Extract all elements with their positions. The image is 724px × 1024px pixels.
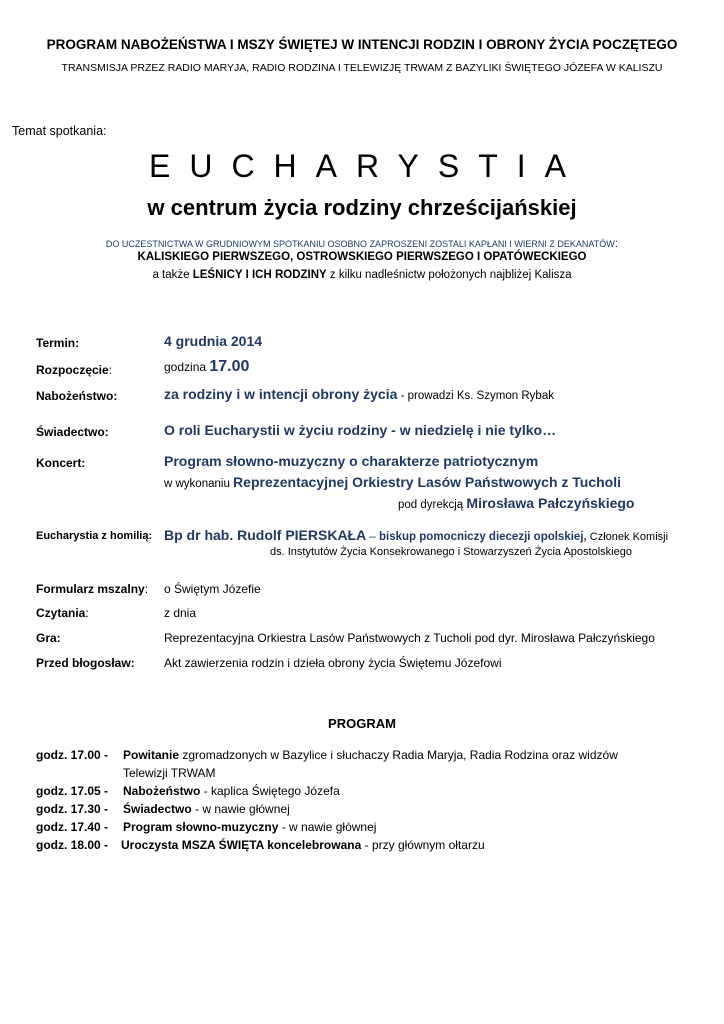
homily-commission: ds. Instytutów Życia Konsekrowanego i Stowarzyszeń Życia Apostolskiego [270,546,632,558]
header-broadcast-info: TRANSMISJA PRZEZ RADIO MARYJA, RADIO RODZINA I TELEWIZJĘ TRWAM Z BAZYLIKI ŚWIĘTEGO JÓZEFA W KALISZU [61,62,663,74]
blessing-value: Akt zawierzenia rodzin i dzieła obrony życia Świętemu Józefowi [164,656,502,670]
program-title: Powitanie [123,748,180,762]
witness-label: Świadectwo: [36,425,109,439]
main-title: EUCHARYSTIA [148,148,585,184]
readings-label-colon: : [85,606,89,620]
topic-label: Temat spotkania: [12,124,107,138]
program-desc: zgromadzonych w Bazylice i słuchaczy Radia Maryja, Radia Rodzina oraz widzów [179,748,618,762]
program-desc: - w nawie głównej [191,802,290,816]
program-title: Nabożeństwo [123,784,201,798]
start-prefix: godzina [164,360,210,374]
service-leader: - prowadzi Ks. Szymon Rybak [397,390,554,402]
program-item [121,838,485,852]
music-value: Reprezentacyjna Orkiestra Lasów Państwowych z Tucholi pod dyr. Mirosława Pałczyńskiego [164,631,655,645]
concert-orchestra: Reprezentacyjnej Orkiestry Lasów Państwowych z Tucholi [233,474,622,490]
readings-value: z dnia [164,606,197,620]
start-label-colon: : [108,363,113,377]
date-label: Termin: [36,336,80,350]
readings-label [36,606,89,620]
concert-director [398,495,634,513]
concert-director-prefix: pod dyrekcją [398,499,467,511]
program-time: godz. 17.00 - [36,748,109,762]
service-label: Nabożeństwo: [36,389,118,403]
start-label [36,363,112,377]
main-subtitle: w centrum życia rodziny chrześcijańskiej [147,195,577,220]
service-intention: za rodziny i w intencji obrony życia [164,386,398,402]
program-item [123,784,340,798]
concert-performer [164,474,621,490]
program-title: Uroczysta MSZA ŚWIĘTA koncelebrowana [121,838,362,852]
homily-value [164,527,668,543]
concert-label: Koncert: [36,456,86,470]
formulary-label-colon: : [144,582,149,596]
formulary-value: o Świętym Józefie [164,582,261,596]
homily-extra: Członek Komisji [586,531,669,543]
program-item [123,748,618,762]
invitation-colon: : [614,236,619,250]
program-item [123,802,290,816]
homily-role: biskup pomocniczy diecezji opolskiej, [379,531,587,543]
program-time: godz. 17.30 - [36,802,109,816]
readings-label-text: Czytania [36,606,86,620]
program-heading: PROGRAM [328,716,396,731]
program-title: Świadectwo [123,802,192,816]
homily-dash: – [366,531,380,543]
start-time: 17.00 [209,358,250,375]
invitation-foresters: LEŚNICY I ICH RODZINY [192,269,327,281]
music-label: Gra: [36,631,61,645]
concert-director-name: Mirosława Pałczyńskiego [466,495,635,511]
invitation-foresters-desc: z kilku nadleśnictw położonych najbliżej Kalisza [326,269,572,281]
concert-title: Program słowno-muzyczny o charakterze patriotycznym [164,453,539,469]
service-value [164,386,554,402]
blessing-label: Przed błogosław: [36,656,135,670]
formulary-label [36,582,148,596]
program-item [123,820,376,834]
program-title: Program słowno-muzyczny [123,820,279,834]
program-desc-cont: Telewizji TRWAM [123,766,216,780]
homily-label: Eucharystia z homilią: [36,530,153,542]
invitation-line-1 [0,236,724,250]
program-time: godz. 18.00 - [36,838,109,852]
program-desc: - w nawie głównej [278,820,377,834]
invitation-also: a także [152,269,193,281]
witness-value: O roli Eucharystii w życiu rodziny - w niedzielę i nie tylko… [164,422,557,438]
formulary-label-text: Formularz mszalny [36,582,145,596]
homily-bishop: Bp dr hab. Rudolf PIERSKAŁA [164,527,367,543]
invitation-deaneries: KALISKIEGO PIERWSZEGO, OSTROWSKIEGO PIERWSZEGO I OPATÓWECKIEGO [137,251,587,263]
program-desc: - przy głównym ołtarzu [361,838,485,852]
invitation-text: DO UCZESTNICTWA W GRUDNIOWYM SPOTKANIU OSOBNO ZAPROSZENI ZOSTALI KAPŁANI I WIERNI Z DEKANATÓW [105,239,615,249]
program-desc: - kaplica Świętego Józefa [200,784,340,798]
concert-performer-prefix: w wykonaniu [164,478,234,490]
program-time: godz. 17.05 - [36,784,109,798]
program-time: godz. 17.40 - [36,820,109,834]
invitation-line-3 [0,269,724,281]
start-label-text: Rozpoczęcie [36,363,109,377]
start-value [164,358,249,376]
date-value: 4 grudnia 2014 [164,333,263,349]
header-title: PROGRAM NABOŻEŃSTWA I MSZY ŚWIĘTEJ W INTENCJI RODZIN I OBRONY ŻYCIA POCZĘTEGO [46,37,678,52]
